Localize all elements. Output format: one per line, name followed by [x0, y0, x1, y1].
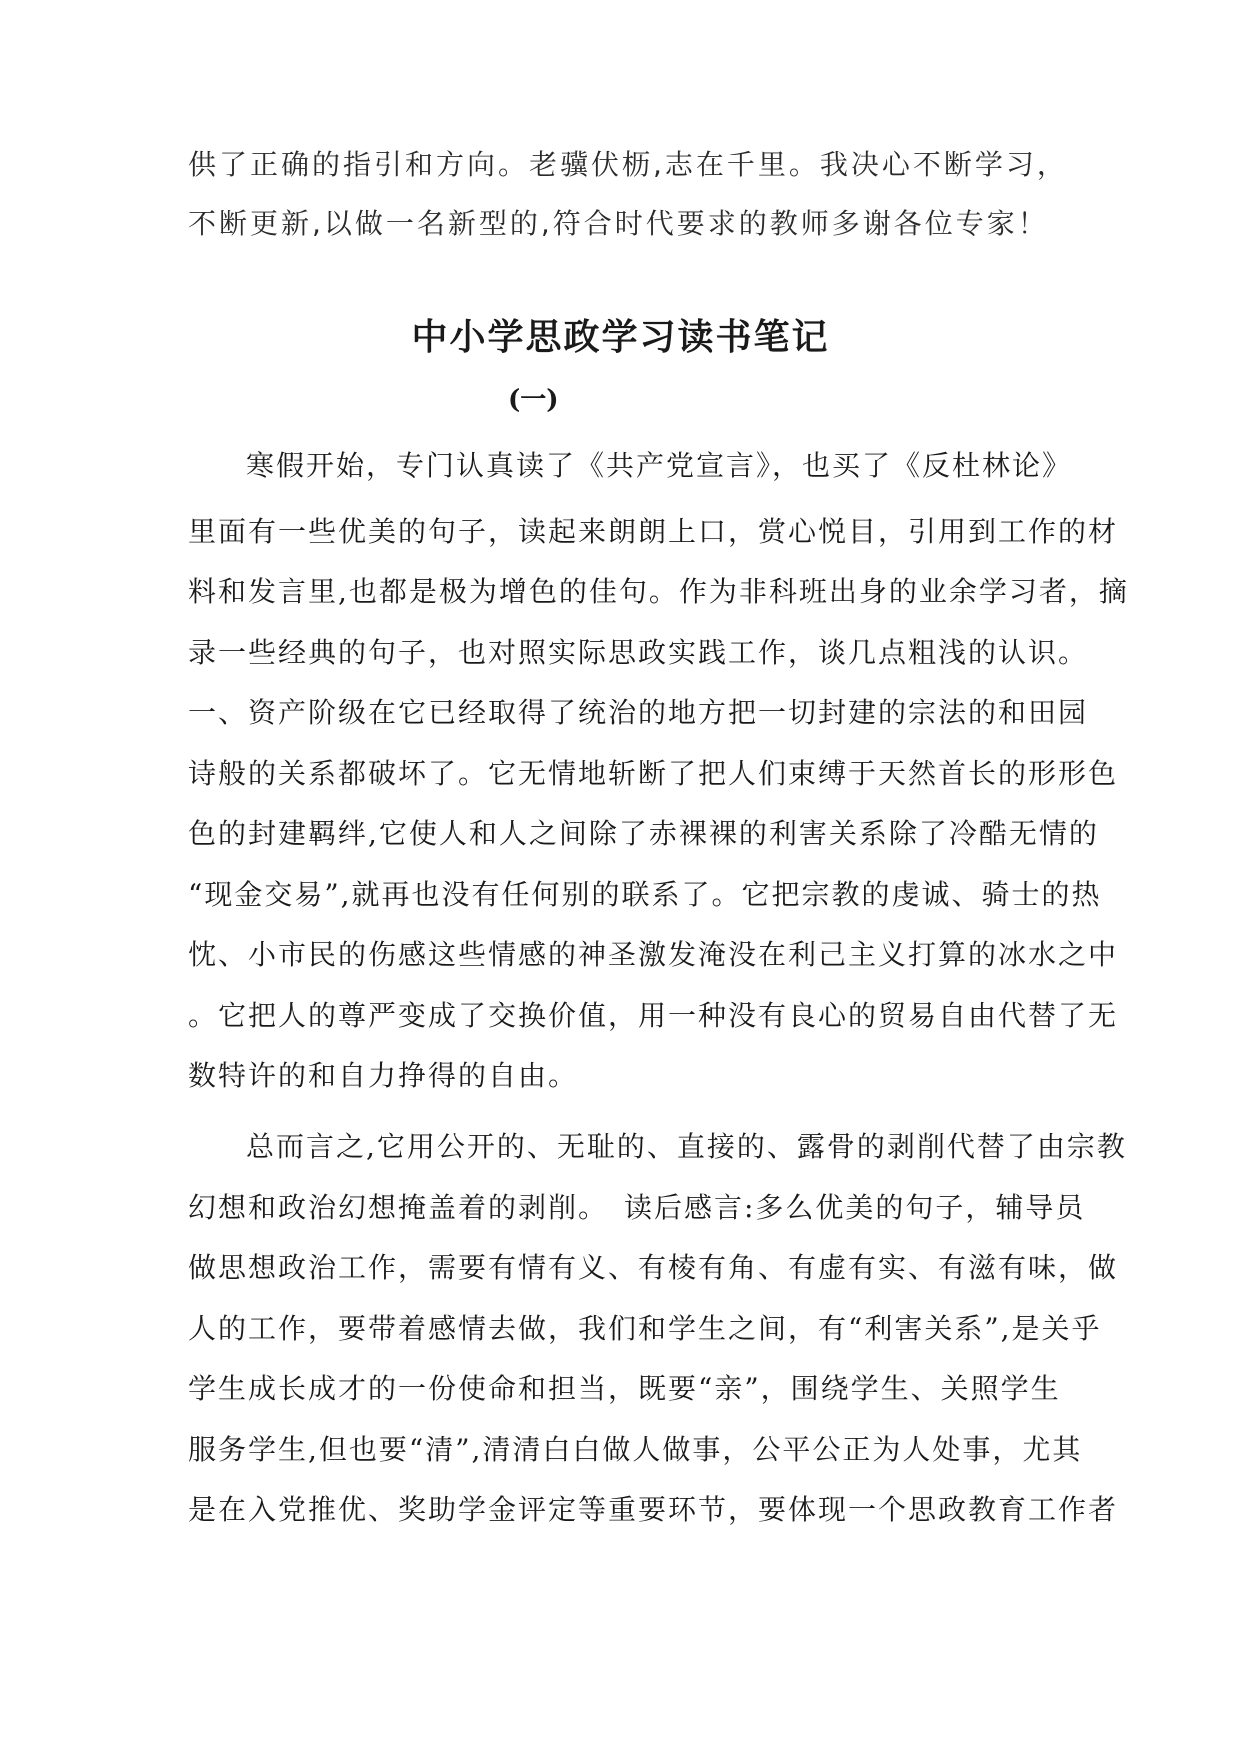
intro-line-2: 不断更新,以做一名新型的,符合时代要求的教师多谢各位专家！	[188, 207, 1049, 240]
body-line-4: 录一些经典的句子，也对照实际思政实践工作，谈几点粗浅的认识。	[188, 636, 1089, 669]
body-line-10: 。它把人的尊严变成了交换价值，用一种没有良心的贸易自由代替了无	[188, 999, 1119, 1032]
body-line-11: 数特许的和自力挣得的自由。	[188, 1059, 579, 1092]
body-line-3: 料和发言里,也都是极为增色的佳句。作为非科班出身的业余学习者，摘	[188, 575, 1129, 608]
body-line-16: 学生成长成才的一份使命和担当，既要“亲”，围绕学生、关照学生	[188, 1372, 1061, 1405]
document-title: 中小学思政学习读书笔记	[411, 317, 830, 358]
body-line-6: 诗般的关系都破坏了。它无情地斩断了把人们束缚于天然首长的形形色	[188, 757, 1119, 790]
intro-line-1: 供了正确的指引和方向。老骥伏枥,志在千里。我决心不断学习，	[188, 148, 1068, 181]
body-line-1: 寒假开始，专门认真读了《共产党宣言》，也买了《反杜林论》	[246, 449, 1073, 482]
body-line-8: “现金交易”,就再也没有任何别的联系了。它把宗教的虔诚、骑士的热	[188, 878, 1102, 911]
section-marker: (一)	[508, 385, 559, 415]
body-line-17: 服务学生,但也要“清”,清清白白做人做事，公平公正为人处事，尤其	[188, 1433, 1083, 1466]
body-line-9: 忱、小市民的伤感这些情感的神圣激发淹没在利己主义打算的冰水之中	[188, 938, 1119, 971]
body-line-13: 幻想和政治幻想掩盖着的剥削。 读后感言:多么优美的句子，辅导员	[188, 1191, 1086, 1224]
body-line-2: 里面有一些优美的句子，读起来朗朗上口，赏心悦目，引用到工作的材	[188, 515, 1119, 548]
body-line-15: 人的工作，要带着感情去做，我们和学生之间，有“利害关系”,是关乎	[188, 1312, 1102, 1345]
body-line-18: 是在入党推优、奖助学金评定等重要环节，要体现一个思政教育工作者	[188, 1493, 1119, 1526]
body-line-14: 做思想政治工作，需要有情有义、有棱有角、有虚有实、有滋有味，做	[188, 1251, 1119, 1284]
body-line-5: 一、资产阶级在它已经取得了统治的地方把一切封建的宗法的和田园	[188, 696, 1089, 729]
body-line-12: 总而言之,它用公开的、无耻的、直接的、露骨的剥削代替了由宗教	[246, 1130, 1127, 1163]
body-line-7: 色的封建羁绊,它使人和人之间除了赤裸裸的利害关系除了冷酷无情的	[188, 817, 1099, 850]
